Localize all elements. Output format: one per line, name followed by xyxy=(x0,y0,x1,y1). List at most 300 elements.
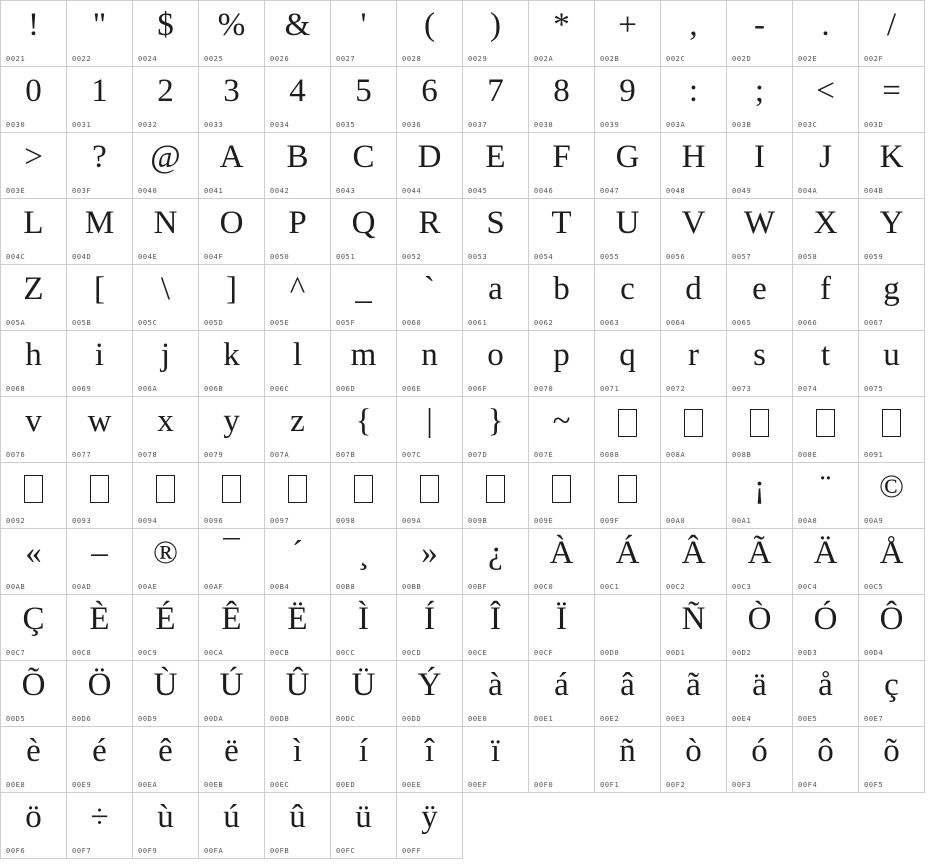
glyph-codepoint: 00B8 xyxy=(336,583,356,591)
glyph-character: N xyxy=(153,205,178,241)
glyph-cell[interactable] xyxy=(199,661,265,727)
glyph-cell[interactable] xyxy=(199,331,265,397)
glyph-cell[interactable] xyxy=(265,67,331,133)
glyph-cell[interactable] xyxy=(133,331,199,397)
glyph-cell[interactable] xyxy=(1,793,67,859)
glyph-character: % xyxy=(217,7,246,43)
glyph-cell[interactable] xyxy=(661,595,727,661)
glyph-character: ÷ xyxy=(90,799,109,835)
glyph-codepoint: 0047 xyxy=(600,187,620,195)
glyph-cell[interactable] xyxy=(793,595,859,661)
glyph-character: 0 xyxy=(25,73,42,109)
glyph-cell[interactable] xyxy=(133,397,199,463)
glyph-cell[interactable] xyxy=(331,199,397,265)
glyph-character: é xyxy=(92,733,107,769)
character-map-row xyxy=(1,793,925,859)
glyph-cell[interactable] xyxy=(199,595,265,661)
glyph-character: r xyxy=(688,337,699,373)
glyph-cell[interactable] xyxy=(529,727,595,793)
glyph-character: ; xyxy=(754,73,765,109)
glyph-codepoint: 003F xyxy=(72,187,92,195)
glyph-codepoint: 005C xyxy=(138,319,158,327)
glyph-cell[interactable] xyxy=(1,331,67,397)
glyph-codepoint: 0046 xyxy=(534,187,554,195)
glyph-cell[interactable] xyxy=(265,331,331,397)
glyph-cell[interactable] xyxy=(1,265,67,331)
glyph-cell[interactable] xyxy=(397,463,463,529)
glyph-cell[interactable] xyxy=(859,199,925,265)
glyph-cell[interactable] xyxy=(661,265,727,331)
glyph-cell[interactable] xyxy=(595,67,661,133)
glyph-character: K xyxy=(879,139,904,175)
glyph-cell[interactable] xyxy=(727,1,793,67)
glyph-codepoint: 00E4 xyxy=(732,715,752,723)
glyph-cell[interactable] xyxy=(199,265,265,331)
glyph-cell[interactable] xyxy=(331,463,397,529)
glyph-codepoint: 004F xyxy=(204,253,224,261)
glyph-cell[interactable] xyxy=(529,133,595,199)
notdef-box-icon xyxy=(156,475,175,503)
glyph-cell[interactable] xyxy=(265,397,331,463)
glyph-cell[interactable] xyxy=(1,463,67,529)
glyph-cell[interactable] xyxy=(67,265,133,331)
glyph-character: É xyxy=(155,601,176,637)
glyph-cell[interactable] xyxy=(397,727,463,793)
glyph-codepoint: 0075 xyxy=(864,385,884,393)
glyph-codepoint: 00AE xyxy=(138,583,158,591)
glyph-codepoint: 0061 xyxy=(468,319,488,327)
glyph-codepoint: 00F9 xyxy=(138,847,158,855)
glyph-cell[interactable] xyxy=(463,67,529,133)
glyph-cell[interactable] xyxy=(133,793,199,859)
glyph-cell[interactable] xyxy=(133,133,199,199)
character-map-row xyxy=(1,727,925,793)
glyph-cell[interactable] xyxy=(595,463,661,529)
glyph-codepoint: 00EE xyxy=(402,781,422,789)
glyph-character: « xyxy=(25,535,42,571)
glyph-character: ü xyxy=(355,799,372,835)
glyph-cell[interactable] xyxy=(133,727,199,793)
glyph-codepoint: 00A9 xyxy=(864,517,884,525)
notdef-box-icon xyxy=(882,409,901,437)
glyph-cell[interactable] xyxy=(529,1,595,67)
glyph-cell[interactable] xyxy=(67,133,133,199)
character-map-row xyxy=(1,199,925,265)
glyph-codepoint: 00F7 xyxy=(72,847,92,855)
glyph-cell[interactable] xyxy=(529,463,595,529)
glyph-codepoint: 0037 xyxy=(468,121,488,129)
glyph-codepoint: 009B xyxy=(468,517,488,525)
notdef-glyph xyxy=(1,463,66,511)
glyph-codepoint: 00C0 xyxy=(534,583,554,591)
glyph-character: | xyxy=(426,403,433,439)
glyph-codepoint: 0064 xyxy=(666,319,686,327)
glyph-cell[interactable] xyxy=(727,661,793,727)
notdef-box-icon xyxy=(288,475,307,503)
glyph-codepoint: 0042 xyxy=(270,187,290,195)
glyph-character xyxy=(595,595,660,643)
glyph-codepoint: 004A xyxy=(798,187,818,195)
glyph-codepoint: 00E8 xyxy=(6,781,26,789)
glyph-character: t xyxy=(820,337,831,373)
glyph-cell[interactable] xyxy=(67,67,133,133)
glyph-cell[interactable] xyxy=(463,727,529,793)
glyph-cell[interactable] xyxy=(793,67,859,133)
character-map-row xyxy=(1,67,925,133)
glyph-cell[interactable] xyxy=(133,1,199,67)
glyph-cell[interactable] xyxy=(727,331,793,397)
glyph-cell[interactable] xyxy=(67,727,133,793)
glyph-cell[interactable] xyxy=(727,463,793,529)
glyph-cell[interactable] xyxy=(595,727,661,793)
glyph-cell[interactable] xyxy=(661,529,727,595)
glyph-character: z xyxy=(290,403,305,439)
glyph-codepoint: 002C xyxy=(666,55,686,63)
glyph-cell[interactable] xyxy=(859,133,925,199)
glyph-character: È xyxy=(89,601,110,637)
glyph-character: 7 xyxy=(487,73,504,109)
glyph-codepoint: 005A xyxy=(6,319,26,327)
glyph-cell[interactable] xyxy=(265,133,331,199)
glyph-cell[interactable] xyxy=(463,331,529,397)
glyph-cell[interactable] xyxy=(265,595,331,661)
glyph-cell[interactable] xyxy=(661,133,727,199)
glyph-character: A xyxy=(219,139,244,175)
glyph-cell[interactable] xyxy=(331,1,397,67)
glyph-cell[interactable] xyxy=(595,595,661,661)
glyph-cell[interactable] xyxy=(727,265,793,331)
glyph-codepoint: 006D xyxy=(336,385,356,393)
glyph-cell[interactable] xyxy=(529,529,595,595)
glyph-cell[interactable] xyxy=(397,67,463,133)
glyph-codepoint: 0079 xyxy=(204,451,224,459)
glyph-character: : xyxy=(688,73,699,109)
glyph-cell[interactable] xyxy=(463,199,529,265)
glyph-codepoint: 00EA xyxy=(138,781,158,789)
glyph-cell[interactable] xyxy=(1,199,67,265)
glyph-cell[interactable] xyxy=(793,199,859,265)
glyph-cell[interactable] xyxy=(859,265,925,331)
glyph-codepoint: 00F4 xyxy=(798,781,818,789)
glyph-character: D xyxy=(417,139,442,175)
glyph-cell[interactable] xyxy=(199,199,265,265)
glyph-cell[interactable] xyxy=(1,397,67,463)
glyph-cell[interactable] xyxy=(67,463,133,529)
glyph-codepoint: 0057 xyxy=(732,253,752,261)
glyph-cell[interactable] xyxy=(529,661,595,727)
glyph-codepoint: 00CB xyxy=(270,649,290,657)
glyph-cell[interactable] xyxy=(463,463,529,529)
glyph-cell[interactable] xyxy=(199,463,265,529)
glyph-cell[interactable] xyxy=(727,67,793,133)
glyph-cell[interactable] xyxy=(595,661,661,727)
glyph-character: ) xyxy=(490,7,501,43)
glyph-codepoint: 0038 xyxy=(534,121,554,129)
glyph-codepoint: 00D3 xyxy=(798,649,818,657)
glyph-cell[interactable] xyxy=(199,793,265,859)
glyph-cell[interactable] xyxy=(859,529,925,595)
glyph-codepoint: 00AD xyxy=(72,583,92,591)
glyph-cell[interactable] xyxy=(463,265,529,331)
glyph-character: è xyxy=(26,733,41,769)
glyph-cell[interactable] xyxy=(133,463,199,529)
glyph-character: î xyxy=(424,733,435,769)
glyph-codepoint: 00FC xyxy=(336,847,356,855)
glyph-cell[interactable] xyxy=(595,331,661,397)
glyph-codepoint: 00D6 xyxy=(72,715,92,723)
glyph-codepoint: 0045 xyxy=(468,187,488,195)
glyph-character: ¨ xyxy=(820,469,831,505)
glyph-cell[interactable] xyxy=(529,331,595,397)
glyph-cell[interactable] xyxy=(859,1,925,67)
glyph-cell[interactable] xyxy=(661,463,727,529)
glyph-cell[interactable] xyxy=(661,199,727,265)
glyph-cell[interactable] xyxy=(595,265,661,331)
glyph-cell[interactable] xyxy=(331,67,397,133)
glyph-cell[interactable] xyxy=(199,133,265,199)
glyph-codepoint: 0088 xyxy=(600,451,620,459)
glyph-character: Ö xyxy=(87,667,112,703)
glyph-codepoint: 006B xyxy=(204,385,224,393)
glyph-cell[interactable] xyxy=(793,463,859,529)
glyph-cell[interactable] xyxy=(1,1,67,67)
glyph-cell[interactable] xyxy=(463,133,529,199)
glyph-cell[interactable] xyxy=(595,133,661,199)
glyph-character: , xyxy=(689,7,698,43)
glyph-cell[interactable] xyxy=(859,67,925,133)
glyph-character: ï xyxy=(490,733,501,769)
notdef-box-icon xyxy=(24,475,43,503)
glyph-codepoint: 00A0 xyxy=(666,517,686,525)
glyph-cell[interactable] xyxy=(859,661,925,727)
glyph-codepoint: 00DA xyxy=(204,715,224,723)
glyph-cell[interactable] xyxy=(859,595,925,661)
glyph-cell[interactable] xyxy=(1,661,67,727)
character-map-body xyxy=(1,1,925,859)
glyph-cell[interactable] xyxy=(1,67,67,133)
glyph-cell[interactable] xyxy=(331,265,397,331)
glyph-character: ] xyxy=(226,271,237,307)
glyph-cell[interactable] xyxy=(529,67,595,133)
glyph-cell[interactable] xyxy=(265,199,331,265)
glyph-cell[interactable] xyxy=(331,661,397,727)
glyph-cell[interactable] xyxy=(67,793,133,859)
notdef-glyph xyxy=(793,397,858,445)
glyph-character: Ë xyxy=(287,601,308,637)
glyph-cell[interactable] xyxy=(265,793,331,859)
glyph-cell[interactable] xyxy=(463,529,529,595)
glyph-cell[interactable] xyxy=(859,727,925,793)
glyph-cell[interactable] xyxy=(727,595,793,661)
glyph-character: > xyxy=(24,139,43,175)
glyph-cell[interactable] xyxy=(397,661,463,727)
glyph-character: x xyxy=(157,403,174,439)
notdef-glyph xyxy=(67,463,132,511)
glyph-cell[interactable] xyxy=(727,397,793,463)
glyph-codepoint: 005B xyxy=(72,319,92,327)
glyph-cell[interactable] xyxy=(529,595,595,661)
glyph-character: f xyxy=(820,271,831,307)
glyph-character: j xyxy=(160,337,171,373)
glyph-cell[interactable] xyxy=(529,265,595,331)
glyph-cell[interactable] xyxy=(463,397,529,463)
glyph-character: Ï xyxy=(556,601,567,637)
glyph-codepoint: 00D9 xyxy=(138,715,158,723)
glyph-cell[interactable] xyxy=(793,661,859,727)
glyph-cell[interactable] xyxy=(199,397,265,463)
glyph-cell[interactable] xyxy=(331,793,397,859)
glyph-codepoint: 00A8 xyxy=(798,517,818,525)
glyph-cell[interactable] xyxy=(331,397,397,463)
notdef-box-icon xyxy=(222,475,241,503)
glyph-cell[interactable] xyxy=(67,529,133,595)
glyph-cell[interactable] xyxy=(793,331,859,397)
glyph-cell[interactable] xyxy=(859,463,925,529)
glyph-codepoint: 002A xyxy=(534,55,554,63)
glyph-codepoint: 004B xyxy=(864,187,884,195)
glyph-cell[interactable] xyxy=(265,1,331,67)
glyph-cell[interactable] xyxy=(793,397,859,463)
glyph-cell[interactable] xyxy=(265,463,331,529)
glyph-cell[interactable] xyxy=(265,529,331,595)
glyph-cell[interactable] xyxy=(661,331,727,397)
glyph-cell[interactable] xyxy=(397,199,463,265)
glyph-cell[interactable] xyxy=(331,595,397,661)
glyph-cell[interactable] xyxy=(397,133,463,199)
glyph-cell[interactable] xyxy=(265,661,331,727)
glyph-cell[interactable] xyxy=(463,1,529,67)
glyph-cell[interactable] xyxy=(397,397,463,463)
glyph-character: ¿ xyxy=(488,535,503,571)
glyph-cell[interactable] xyxy=(595,529,661,595)
glyph-character: _ xyxy=(355,271,372,307)
glyph-cell[interactable] xyxy=(331,331,397,397)
glyph-cell[interactable] xyxy=(397,1,463,67)
glyph-cell[interactable] xyxy=(397,595,463,661)
glyph-cell[interactable] xyxy=(133,595,199,661)
glyph-cell[interactable] xyxy=(331,529,397,595)
glyph-codepoint: 0029 xyxy=(468,55,488,63)
glyph-cell[interactable] xyxy=(529,199,595,265)
glyph-cell[interactable] xyxy=(463,661,529,727)
character-map-row xyxy=(1,595,925,661)
glyph-cell[interactable] xyxy=(595,397,661,463)
glyph-character: m xyxy=(350,337,377,373)
glyph-cell[interactable] xyxy=(397,529,463,595)
glyph-character: & xyxy=(284,7,311,43)
glyph-cell[interactable] xyxy=(67,397,133,463)
glyph-cell[interactable] xyxy=(727,133,793,199)
notdef-glyph xyxy=(529,463,594,511)
glyph-character: L xyxy=(23,205,44,241)
glyph-cell[interactable] xyxy=(67,1,133,67)
glyph-cell[interactable] xyxy=(331,133,397,199)
glyph-cell[interactable] xyxy=(859,331,925,397)
glyph-character: " xyxy=(92,7,107,43)
glyph-cell[interactable] xyxy=(1,595,67,661)
glyph-codepoint: 00CE xyxy=(468,649,488,657)
glyph-cell[interactable] xyxy=(793,727,859,793)
glyph-character: C xyxy=(352,139,375,175)
glyph-codepoint: 0059 xyxy=(864,253,884,261)
glyph-cell[interactable] xyxy=(67,595,133,661)
glyph-cell[interactable] xyxy=(661,67,727,133)
glyph-codepoint: 0055 xyxy=(600,253,620,261)
glyph-cell[interactable] xyxy=(331,727,397,793)
glyph-codepoint: 00C7 xyxy=(6,649,26,657)
glyph-codepoint: 0056 xyxy=(666,253,686,261)
glyph-cell[interactable] xyxy=(397,793,463,859)
glyph-character: R xyxy=(418,205,441,241)
glyph-cell[interactable] xyxy=(793,1,859,67)
glyph-cell[interactable] xyxy=(859,397,925,463)
glyph-cell[interactable] xyxy=(199,529,265,595)
glyph-cell[interactable] xyxy=(661,661,727,727)
glyph-codepoint: 007E xyxy=(534,451,554,459)
glyph-cell[interactable] xyxy=(661,397,727,463)
glyph-character: û xyxy=(289,799,306,835)
glyph-character: Ò xyxy=(747,601,772,637)
glyph-codepoint: 00C2 xyxy=(666,583,686,591)
glyph-character: X xyxy=(813,205,838,241)
glyph-codepoint: 0072 xyxy=(666,385,686,393)
glyph-cell[interactable] xyxy=(397,265,463,331)
glyph-cell[interactable] xyxy=(67,199,133,265)
glyph-cell[interactable] xyxy=(661,1,727,67)
glyph-cell[interactable] xyxy=(727,529,793,595)
notdef-glyph xyxy=(661,397,726,445)
glyph-cell[interactable] xyxy=(463,595,529,661)
glyph-codepoint: 007D xyxy=(468,451,488,459)
glyph-cell[interactable] xyxy=(793,265,859,331)
glyph-cell[interactable] xyxy=(1,133,67,199)
glyph-cell[interactable] xyxy=(529,397,595,463)
glyph-cell[interactable] xyxy=(595,1,661,67)
glyph-codepoint: 00F1 xyxy=(600,781,620,789)
glyph-cell[interactable] xyxy=(1,529,67,595)
glyph-cell[interactable] xyxy=(727,199,793,265)
glyph-cell[interactable] xyxy=(133,529,199,595)
glyph-cell[interactable] xyxy=(793,529,859,595)
glyph-character: < xyxy=(816,73,835,109)
notdef-box-icon xyxy=(90,475,109,503)
glyph-cell[interactable] xyxy=(265,265,331,331)
glyph-cell[interactable] xyxy=(67,661,133,727)
glyph-cell[interactable] xyxy=(265,727,331,793)
glyph-character: ê xyxy=(158,733,173,769)
glyph-character: 6 xyxy=(421,73,438,109)
glyph-cell[interactable] xyxy=(133,661,199,727)
glyph-codepoint: 0054 xyxy=(534,253,554,261)
glyph-codepoint: 005E xyxy=(270,319,290,327)
glyph-cell[interactable] xyxy=(793,133,859,199)
glyph-cell[interactable] xyxy=(67,331,133,397)
character-map-row xyxy=(1,529,925,595)
glyph-cell[interactable] xyxy=(133,265,199,331)
glyph-codepoint: 00DB xyxy=(270,715,290,723)
glyph-cell[interactable] xyxy=(595,199,661,265)
glyph-cell[interactable] xyxy=(727,727,793,793)
glyph-cell[interactable] xyxy=(199,67,265,133)
glyph-cell[interactable] xyxy=(133,67,199,133)
glyph-cell[interactable] xyxy=(199,1,265,67)
glyph-cell[interactable] xyxy=(1,727,67,793)
glyph-cell[interactable] xyxy=(661,727,727,793)
glyph-cell[interactable] xyxy=(397,331,463,397)
glyph-cell[interactable] xyxy=(133,199,199,265)
glyph-codepoint: 00AF xyxy=(204,583,224,591)
glyph-cell[interactable] xyxy=(199,727,265,793)
